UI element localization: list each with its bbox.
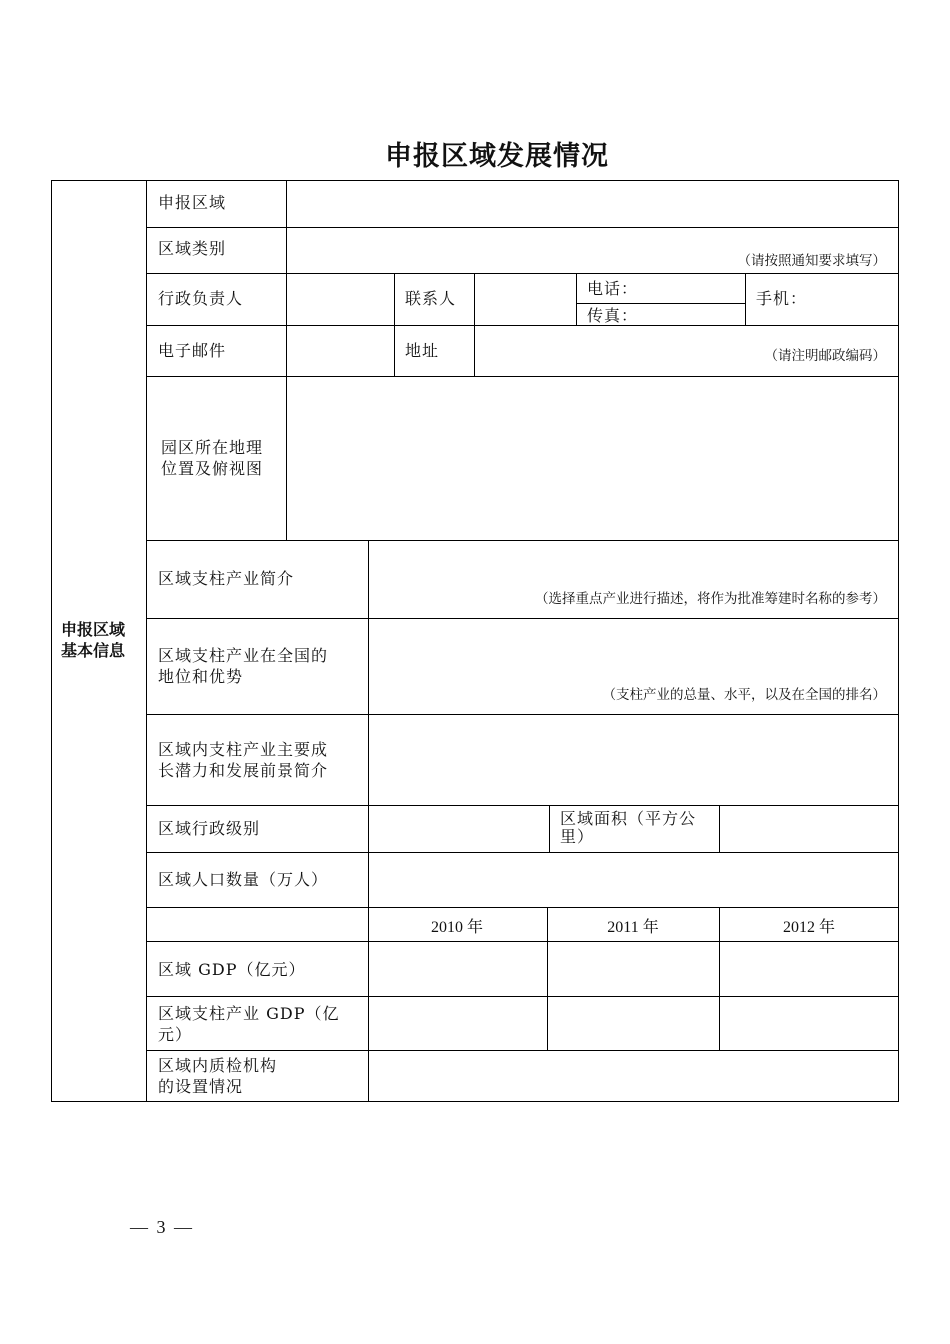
divider (547, 907, 548, 1050)
label-region: 申报区域 (158, 193, 227, 212)
label-admin-level: 区域行政级别 (158, 819, 261, 838)
label-gdp: 区域 GDP（亿元） (158, 960, 306, 979)
label-pillar-position: 区域支柱产业在全国的 地位和优势 (158, 646, 329, 686)
divider (745, 273, 746, 325)
label-phone: 电话： (587, 279, 639, 298)
note-category: （请按照通知要求填写） (737, 253, 886, 269)
label-category: 区域类别 (158, 239, 227, 258)
row-divider (146, 325, 899, 326)
year-header: 2011 年 (607, 919, 659, 936)
label-pillar-potential: 区域内支柱产业主要成 长潜力和发展前景简介 (158, 740, 329, 780)
row-divider (146, 941, 899, 942)
label-population: 区域人口数量（万人） (158, 870, 329, 889)
divider (576, 273, 577, 325)
divider (549, 805, 550, 852)
label-park-location: 园区所在地理 位置及俯视图 (161, 438, 264, 478)
note-address: （请注明邮政编码） (764, 348, 886, 364)
row-divider (146, 618, 899, 619)
row-divider (146, 227, 899, 228)
divider (146, 180, 147, 1102)
divider (368, 540, 369, 1102)
page-title: 申报区域发展情况 (385, 141, 609, 172)
label-qc-org: 区域内质检机构 的设置情况 (158, 1056, 278, 1096)
label-fax: 传真： (587, 306, 639, 325)
row-divider (146, 907, 899, 908)
label-area: 区域面积（平方公 里） (560, 809, 697, 846)
row-divider (146, 805, 899, 806)
label-admin-head: 行政负责人 (158, 289, 244, 308)
row-divider (146, 714, 899, 715)
page-number: — 3 — (130, 1217, 194, 1237)
year-header: 2010 年 (430, 919, 483, 936)
row-divider (146, 273, 899, 274)
row-divider (146, 376, 899, 377)
label-pillar-intro: 区域支柱产业简介 (158, 569, 295, 588)
label-pillar-gdp: 区域支柱产业 GDP（亿 元） (158, 1004, 340, 1044)
row-divider (576, 303, 745, 304)
year-header: 2012 年 (782, 919, 835, 936)
label-mobile: 手机： (756, 289, 808, 308)
row-divider (146, 996, 899, 997)
side-label: 申报区域 基本信息 (61, 620, 126, 660)
row-divider (146, 1050, 899, 1051)
divider (719, 907, 720, 1050)
label-address: 地址 (405, 341, 440, 360)
label-contact: 联系人 (405, 289, 457, 308)
note-pillar-position: （支柱产业的总量、水平，以及在全国的排名） (602, 687, 886, 703)
label-email: 电子邮件 (158, 341, 227, 360)
note-pillar-intro: （选择重点产业进行描述，将作为批准筹建时名称的参考） (535, 591, 886, 607)
row-divider (146, 540, 899, 541)
divider (719, 805, 720, 852)
divider (286, 180, 287, 540)
row-divider (146, 852, 899, 853)
